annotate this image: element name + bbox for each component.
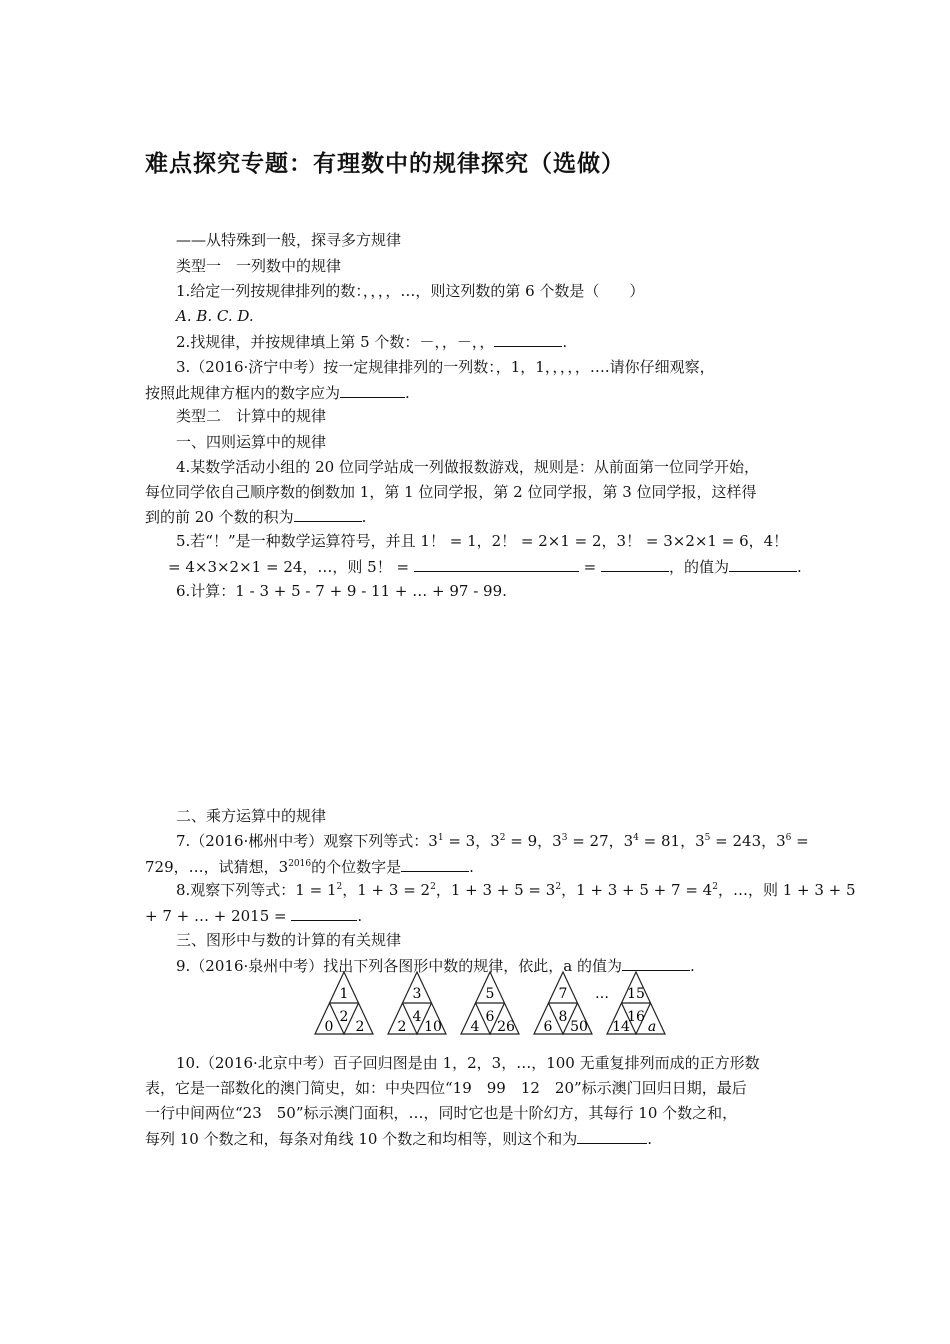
tri-mid: 16 <box>627 1009 645 1025</box>
tri-top: 3 <box>412 986 422 1002</box>
tri-top: 7 <box>558 986 568 1002</box>
q9-text: 9.（2016·泉州中考）找出下列各图形中数的规律，依此，a 的值为 <box>176 957 622 975</box>
tri-left: 14 <box>612 1019 630 1035</box>
question-7-line-2 <box>145 856 474 877</box>
section-3-heading: 三、图形中与数的计算的有关规律 <box>176 931 402 949</box>
tri-left: 4 <box>470 1019 480 1035</box>
question-5-text: = 4×3×2×1 = 24，…，则 5！ = <box>168 558 410 576</box>
answer-blank <box>601 556 669 572</box>
question-2 <box>176 331 567 352</box>
question-3-line-2 <box>145 382 410 403</box>
answer-blank <box>577 1128 647 1144</box>
exponent: 1 <box>437 833 444 843</box>
q8-text: ，1 + 3 + 5 + 7 = 4 <box>561 881 713 899</box>
question-5-text-2: ，的值为 <box>668 558 729 576</box>
q7-text: = <box>791 832 809 850</box>
q8-text: ，…，则 1 + 3 + 5 <box>717 881 856 899</box>
question-10-line-4 <box>145 1128 652 1149</box>
q7-text: = 3，3 <box>443 832 500 850</box>
answer-blank <box>340 382 405 398</box>
question-5-line-1: 5.若“！”是一种数学运算符号，并且 1！ = 1，2！ = 2×1 = 2，3！ = 3×2×1 = 6，4！ <box>176 532 789 550</box>
question-3-end: . <box>405 384 410 402</box>
question-5-end: . <box>797 558 802 576</box>
exponent: 5 <box>704 833 711 843</box>
exponent: 2 <box>499 833 506 843</box>
exponent: 2016 <box>288 859 312 869</box>
q7-text: = 9，3 <box>505 832 562 850</box>
question-6: 6.计算：1 - 3 + 5 - 7 + 9 - 11 + … + 97 - 99. <box>176 582 507 600</box>
q9-end: . <box>689 957 695 975</box>
q10-text: 每列 10 个数之和，每条对角线 10 个数之和均相等，则这个和为 <box>145 1130 578 1148</box>
tri-top: 5 <box>485 986 495 1002</box>
q8-text: ，1 + 3 + 5 = 3 <box>435 881 556 899</box>
question-7-line-1 <box>176 831 809 851</box>
triangle-1 <box>315 972 373 1035</box>
q10-end: . <box>647 1130 653 1148</box>
tri-left: 2 <box>397 1019 407 1035</box>
q8-text: 8.观察下列等式：1 = 1 <box>176 881 337 899</box>
tri-right: 50 <box>570 1019 588 1035</box>
tri-right: 26 <box>497 1019 515 1035</box>
exponent: 2 <box>555 882 562 892</box>
page-title: 难点探究专题：有理数中的规律探究（选做） <box>145 151 625 177</box>
triangle-2 <box>388 972 446 1035</box>
exponent: 2 <box>336 882 343 892</box>
tri-mid: 2 <box>339 1009 349 1025</box>
question-8-line-1 <box>176 880 856 900</box>
tri-mid: 6 <box>485 1009 495 1025</box>
type-two-heading: 类型二 计算中的规律 <box>176 407 327 425</box>
question-5-line-2 <box>168 556 802 577</box>
q8-end: . <box>357 907 363 925</box>
tri-left: 0 <box>324 1019 334 1035</box>
exponent: 4 <box>633 833 639 843</box>
question-1-options: A. B. C. D. <box>176 307 254 325</box>
triangle-figure <box>313 968 673 1040</box>
q8-text: + 7 + … + 2015 = <box>145 907 287 925</box>
question-10-line-3: 一行中间两位“23 50”标示澳门面积，…，同时它也是十阶幻方，其每行 10 个数之和， <box>145 1104 738 1122</box>
tri-top: 1 <box>339 986 349 1002</box>
answer-blank <box>414 556 579 572</box>
q7-text: = 81，3 <box>638 832 705 850</box>
q7-text: = 243，3 <box>710 832 786 850</box>
subtitle: ——从特殊到一般，探寻多方规律 <box>176 231 402 249</box>
equals-sign: = <box>583 558 597 576</box>
question-4-line-2: 每位同学依自己顺序数的倒数加 1，第 1 位同学报，第 2 位同学报，第 3 位同学报，这样得 <box>145 483 757 501</box>
triangle-4 <box>534 972 592 1035</box>
q7-text: 729，…，试猜想，3 <box>145 858 289 876</box>
question-3-text: 按照此规律方框内的数字应为 <box>145 384 341 402</box>
question-4-end: . <box>361 508 367 526</box>
section-1-heading: 一、四则运算中的规律 <box>176 433 327 451</box>
tri-right: 10 <box>424 1019 442 1035</box>
q7-end: . <box>469 858 474 876</box>
question-4-text: 到的前 20 个数的积为 <box>145 508 294 526</box>
question-10-line-2: 表，它是一部数化的澳门简史，如：中央四位“19 99 12 20”标示澳门回归日期，最后 <box>145 1079 747 1097</box>
question-4-line-1: 4.某数学活动小组的 20 位同学站成一列做报数游戏，规则是：从前面第一位同学开始， <box>176 458 759 476</box>
tri-mid: 4 <box>412 1009 422 1025</box>
q8-text: ，1 + 3 = 2 <box>342 881 431 899</box>
ellipsis: … <box>595 986 609 1002</box>
tri-right: 2 <box>355 1019 365 1035</box>
tri-mid: 8 <box>558 1009 568 1025</box>
question-1: 1.给定一列按规律排列的数：，，，，…，则这列数的第 6 个数是（ ） <box>176 282 645 300</box>
q7-text: = 27，3 <box>567 832 634 850</box>
q7-text: 的个位数字是 <box>311 858 402 876</box>
question-2-text: 2.找规律，并按规律填上第 5 个数：－，，－，， <box>176 333 495 351</box>
triangle-3 <box>461 972 519 1035</box>
tri-right: a <box>647 1019 657 1035</box>
answer-blank <box>294 506 362 522</box>
question-4-line-3 <box>145 506 366 527</box>
exponent: 2 <box>712 882 718 892</box>
exponent: 6 <box>785 833 792 843</box>
exponent: 3 <box>561 833 568 843</box>
type-one-heading: 类型一 一列数中的规律 <box>176 257 342 275</box>
section-2-heading: 二、乘方运算中的规律 <box>176 807 327 825</box>
question-8-line-2 <box>145 905 362 926</box>
answer-blank <box>291 905 357 921</box>
triangle-5 <box>607 972 665 1035</box>
question-10-line-1: 10.（2016·北京中考）百子回归图是由 1，2，3，…，100 无重复排列而成的正方形数 <box>176 1054 760 1072</box>
question-2-end: . <box>562 333 568 351</box>
question-3-line-1: 3.（2016·济宁中考）按一定规律排列的一列数：，1，1，，，，，….请你仔细观察， <box>176 358 715 376</box>
answer-blank <box>729 556 797 572</box>
answer-blank <box>494 331 562 347</box>
tri-top: 15 <box>627 986 645 1002</box>
q7-text: 7.（2016·郴州中考）观察下列等式：3 <box>176 832 438 850</box>
tri-left: 6 <box>543 1019 553 1035</box>
exponent: 2 <box>430 882 436 892</box>
answer-blank <box>401 856 469 872</box>
